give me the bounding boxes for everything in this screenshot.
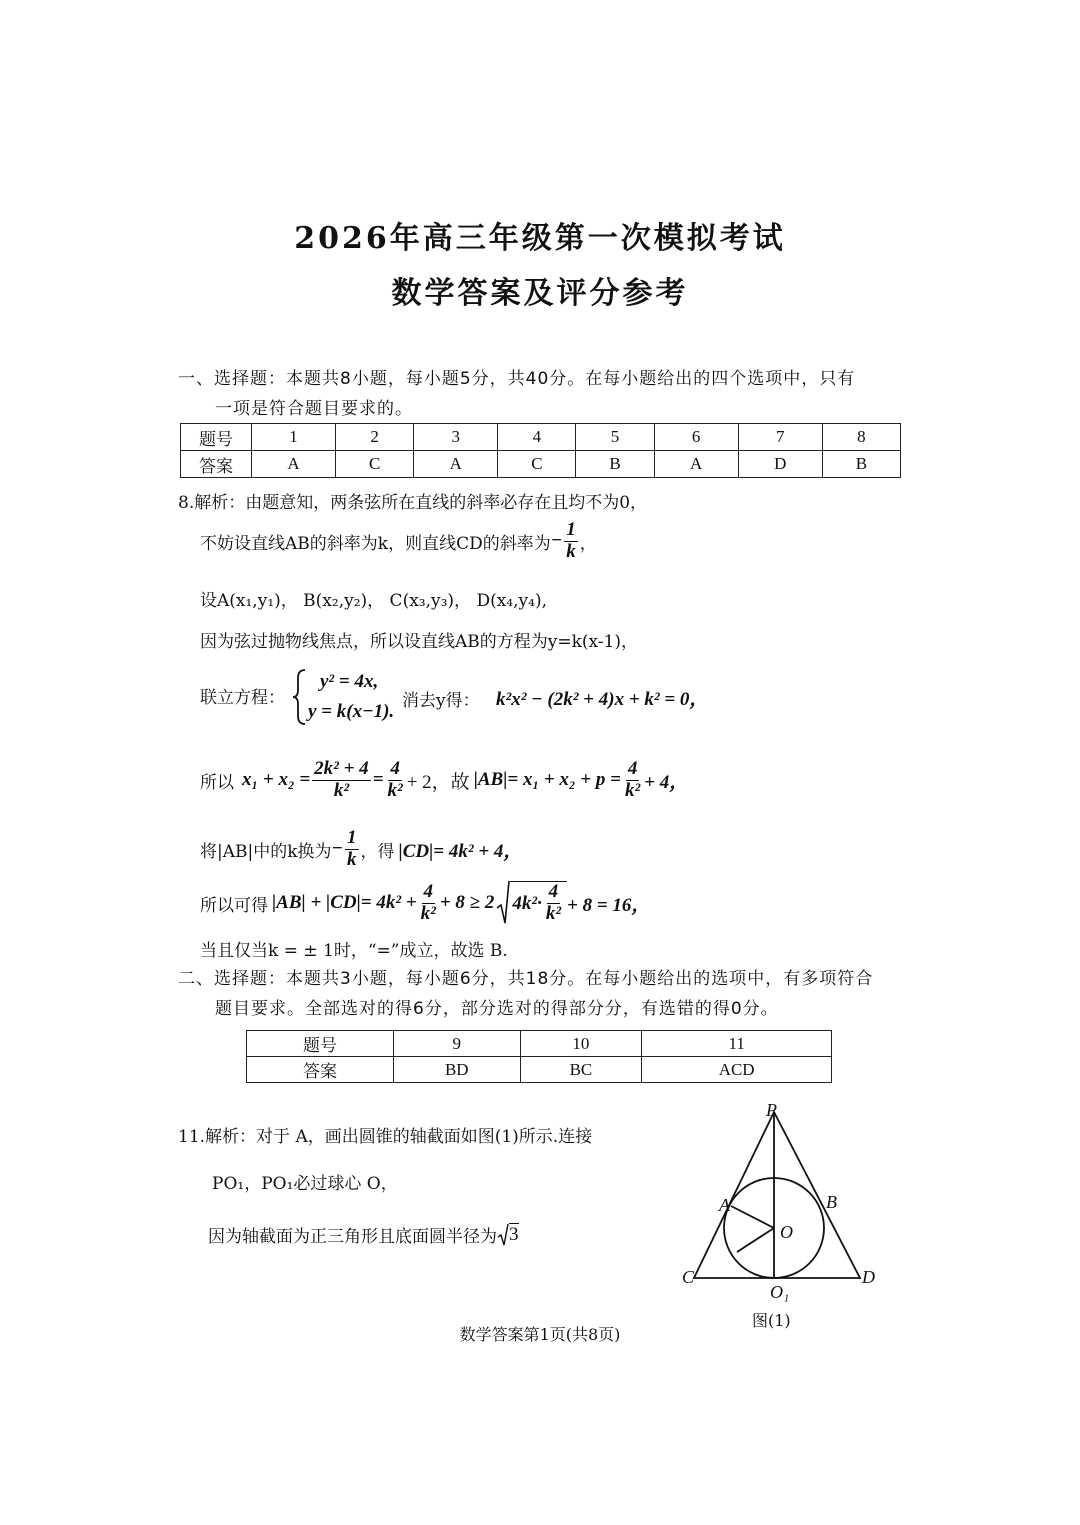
section2-heading: 二、选择题：本题共3小题，每小题6分，共18分。在每小题给出的选项中，有多项符合 xyxy=(178,969,874,989)
q11-line2: PO₁，PO₁必过球心 O， xyxy=(212,1174,398,1194)
row-label: 答案 xyxy=(247,1057,394,1083)
q8-line5-mid: 消去y得： xyxy=(402,691,480,711)
section1-heading-cont: 一项是符合题目要求的。 xyxy=(215,399,413,419)
answer-table-2 xyxy=(246,1030,832,1083)
ab-length: |AB|= x₁ + x₂ + p = xyxy=(473,769,621,790)
equation-line: y = k(x−1). xyxy=(308,701,395,722)
equation-result: k²x² − (2k² + 4)x + k² = 0， xyxy=(496,689,709,710)
page-footer: 数学答案第1页(共8页) xyxy=(459,1325,621,1344)
fraction-4-over-k2-b: $\frac{4}{\text{k²}}$ xyxy=(624,757,641,801)
q8-line8 xyxy=(200,878,650,928)
q8-line2: 不妨设直线AB的斜率为k，则直线CD的斜率为 − $\frac{1}{k}$ ， xyxy=(200,519,597,562)
ab-plus-cd: |AB| + |CD|= 4k² + xyxy=(272,892,417,913)
q8-line4: 因为弦过抛物线焦点，所以设直线AB的方程为y=k(x-1)， xyxy=(200,632,639,652)
fraction-2k2-plus-4-over-k2: $\frac{\text{2k² + 4}}{\text{k²}}$ xyxy=(314,757,369,801)
table-cell: 5 xyxy=(576,424,654,451)
fraction-neg-1-over-k: $\frac{1}{k}$ xyxy=(566,519,576,562)
fraction-4-over-k2-c: $\frac{4}{\text{k²}}$ xyxy=(420,880,436,924)
label-o: O xyxy=(780,1222,793,1242)
q8-line6-label: 所以 xyxy=(200,772,234,793)
q8-line7-text: 将|AB|中的k换为 xyxy=(200,841,332,862)
equation-parabola: y² = 4x, xyxy=(320,671,379,692)
q8-line9: 当且仅当k = ± 1时，“=”成立，故选 B. xyxy=(200,941,508,961)
table-cell: 11 xyxy=(642,1031,832,1057)
table-cell: D xyxy=(738,451,822,478)
q8-line1: 8.解析：由题意知，两条弦所在直线的斜率必存在且均不为0， xyxy=(178,493,648,513)
page-title: 2026年高三年级第一次模拟考试 xyxy=(294,221,786,256)
radical-icon xyxy=(497,1223,509,1247)
neg-sign: − xyxy=(550,530,563,552)
table-cell: 1 xyxy=(252,424,336,451)
label-d: D xyxy=(862,1267,875,1287)
row-label: 题号 xyxy=(181,424,252,451)
label-b: B xyxy=(826,1192,837,1212)
table-cell: 8 xyxy=(822,424,900,451)
fraction-4-over-k2-d: $\frac{4}{\text{k²}}$ xyxy=(545,881,562,924)
page-subtitle: 数学答案及评分参考 xyxy=(391,276,689,311)
radius-oa xyxy=(731,1206,774,1228)
table-cell: 10 xyxy=(520,1031,642,1057)
cd-length: |CD|= 4k² + 4， xyxy=(398,840,523,862)
inequality: + 8 ≥ 2 xyxy=(439,892,495,913)
q8-line5-label: 联立方程： xyxy=(200,688,285,708)
label-p: P xyxy=(766,1100,777,1120)
row-label: 题号 xyxy=(247,1031,394,1057)
q8-line2-text: 不妨设直线AB的斜率为k，则直线CD的斜率为 xyxy=(200,533,551,554)
cone-cross-section-figure xyxy=(678,1098,888,1308)
table-cell: 4 xyxy=(498,424,576,451)
section2-heading-cont: 题目要求。全部选对的得6分，部分选对的得部分分，有选错的得0分。 xyxy=(215,999,779,1019)
label-o1: O₁ xyxy=(770,1282,790,1302)
q8-line6: 所以 x₁ + x₂ = $\frac{\text{2k² + 4}}{\text{k²}}$ = $\frac{4}{\text{k²}}$ + 2，故 |AB|= x₁ + x₂ + p = $\frac{4}{\text{k²}}$ + 4， xyxy=(200,757,689,801)
left-brace-icon xyxy=(290,668,308,726)
label-c: C xyxy=(682,1267,695,1287)
table-row-numbers xyxy=(247,1031,832,1057)
table-cell: 3 xyxy=(414,424,498,451)
q11-line3 xyxy=(208,1222,519,1247)
table-row-numbers xyxy=(181,424,901,451)
table-cell: 9 xyxy=(394,1031,521,1057)
table-cell: A xyxy=(414,451,498,478)
table-cell: B xyxy=(822,451,900,478)
figure-caption: 图(1) xyxy=(752,1311,791,1330)
q8-line3: 设A(x₁,y₁)， B(x₂,y₂)， C(x₃,y₃)， D(x₄,y₄), xyxy=(200,591,547,611)
table-cell: A xyxy=(252,451,336,478)
sqrt-expression: 4k²· $\frac{4}{\text{k²}}$ xyxy=(496,880,567,926)
table-cell: 7 xyxy=(738,424,822,451)
table-cell: 6 xyxy=(654,424,738,451)
equals-16: + 8 = 16， xyxy=(567,894,651,916)
table-cell: BD xyxy=(394,1057,521,1083)
q8-line8-text: 所以可得 xyxy=(200,895,268,916)
table-cell: A xyxy=(654,451,738,478)
section1-heading: 一、选择题：本题共8小题，每小题5分，共40分。在每小题给出的四个选项中，只有 xyxy=(178,369,856,389)
table-row-answers xyxy=(247,1057,832,1083)
plus-2: + 2，故 xyxy=(406,771,470,793)
table-cell: B xyxy=(576,451,654,478)
answer-table-1 xyxy=(180,423,901,478)
q11-line3-text: 因为轴截面为正三角形且底面圆半径为 xyxy=(208,1227,497,1247)
q8-line7: 将|AB|中的k换为 − $\frac{1}{k}$ ，得 |CD|= 4k² + 4， xyxy=(200,826,523,870)
sqrt3-value: 3 xyxy=(509,1224,519,1245)
table-cell: C xyxy=(498,451,576,478)
label-a: A xyxy=(719,1195,730,1215)
q11-line1: 11.解析：对于 A，画出圆锥的轴截面如图(1)所示.连接 xyxy=(178,1127,593,1147)
row-label: 答案 xyxy=(181,451,252,478)
fraction-neg-1-over-k-2: $\frac{1}{k}$ xyxy=(347,826,357,870)
table-cell: C xyxy=(336,451,414,478)
fraction-4-over-k2: $\frac{4}{\text{k²}}$ xyxy=(387,757,403,801)
table-row-answers xyxy=(181,451,901,478)
table-cell: ACD xyxy=(642,1057,832,1083)
table-cell: 2 xyxy=(336,424,414,451)
radius-lower xyxy=(737,1228,774,1252)
radical-icon xyxy=(496,880,510,926)
plus-4: + 4， xyxy=(644,771,689,793)
sum-x1-x2: x₁ + x₂ = xyxy=(242,769,311,790)
table-cell: BC xyxy=(520,1057,642,1083)
